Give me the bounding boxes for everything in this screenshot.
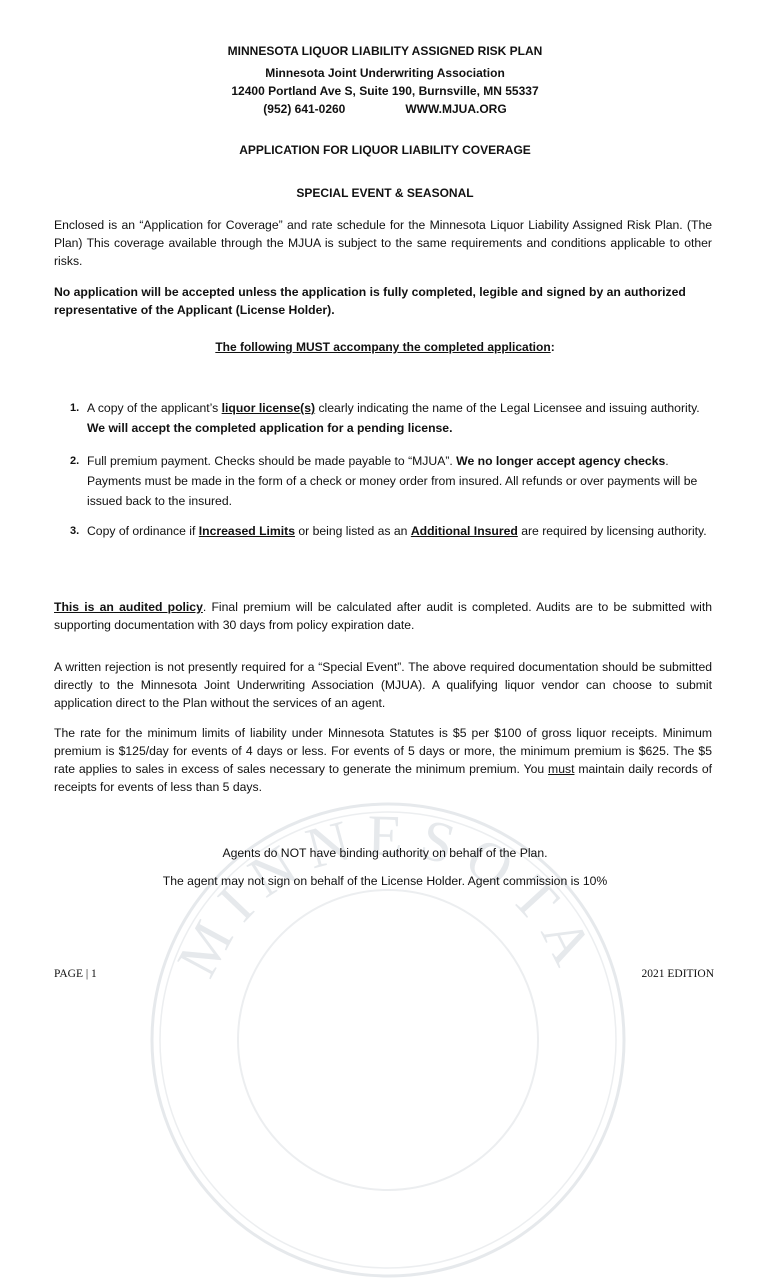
edition-label: 2021 EDITION (641, 968, 714, 980)
requirement-item-2 (70, 451, 710, 511)
requirement-number: 3. (70, 525, 80, 537)
requirement-text: Copy of ordinance if (87, 524, 199, 538)
phone-number: (952) 641-0260 (263, 102, 346, 116)
audit-paragraph (54, 598, 712, 634)
must-accompany-heading (0, 340, 770, 354)
requirement-text: . Payments must be made in the form of a check or money order from insured. All refunds or over payments will be issued back to the insured. (87, 454, 698, 508)
org-name: Minnesota Joint Underwriting Association (265, 66, 505, 80)
website-link[interactable]: WWW.MJUA.ORG (405, 102, 507, 116)
liquor-license-emphasis: liquor license(s) (221, 401, 316, 415)
heading-colon: : (550, 340, 555, 354)
plan-title: MINNESOTA LIQUOR LIABILITY ASSIGNED RISK PLAN (227, 44, 543, 58)
application-subtitle: SPECIAL EVENT & SEASONAL (296, 186, 474, 200)
svg-text:MINNESOTA: MINNESOTA (163, 802, 612, 988)
requirement-number: 1. (70, 402, 80, 414)
requirement-number: 2. (70, 455, 80, 467)
agent-sign-note: The agent may not sign on behalf of the License Holder. Agent commission is 10% (162, 874, 608, 888)
requirement-text: clearly indicating the name of the Legal Licensee and issuing authority. (315, 401, 700, 415)
warning-paragraph: No application will be accepted unless the application is fully completed, legible and signed by an authorized representative of the Applicant (License Holder). (54, 285, 686, 317)
audited-policy-emphasis: This is an audited policy (54, 600, 203, 614)
must-emphasis: must (548, 762, 575, 776)
requirement-text: or being listed as an (294, 524, 411, 538)
requirement-item-3 (70, 521, 710, 541)
pending-license-note: We will accept the completed application for a pending license. (87, 421, 453, 435)
org-address: 12400 Portland Ave S, Suite 190, Burnsville, MN 55337 (231, 84, 539, 98)
additional-insured-emphasis: Additional Insured (410, 524, 518, 538)
must-accompany-text: The following MUST accompany the completed application (215, 340, 551, 354)
requirement-text: are required by licensing authority. (517, 524, 707, 538)
intro-paragraph: Enclosed is an “Application for Coverage” and rate schedule for the Minnesota Liquor Liability Assigned Risk Plan. (The Plan) This coverage available through the MJUA is subject to the same requirements and conditions applicable to other risks. (54, 218, 712, 268)
requirement-text: Full premium payment. Checks should be made payable to “MJUA”. (87, 454, 457, 468)
seal-watermark (148, 800, 628, 1280)
audit-text: . Final premium will be calculated after audit is completed. Audits are to be submitted with supporting documentation with 30 days from policy expiration date. (54, 600, 712, 632)
rate-paragraph (54, 724, 712, 796)
requirement-text: A copy of the applicant’s (87, 401, 222, 415)
rate-text: The rate for the minimum limits of liability under Minnesota Statutes is $5 per $100 of gross liquor receipts. Minimum premium is $125/day for events of 4 days or less. For events of 5 days or more, the minimum premium is $625. The $5 rate applies to sales in excess of sales necessary to generate the minimum premium. You (54, 726, 712, 776)
rate-text: maintain daily records of receipts for events of less than 5 days. (54, 762, 712, 794)
contact-line (0, 102, 770, 116)
requirement-item-1 (70, 398, 710, 438)
increased-limits-emphasis: Increased Limits (198, 524, 295, 538)
page-number: PAGE | 1 (54, 968, 97, 980)
application-title: APPLICATION FOR LIQUOR LIABILITY COVERAGE (239, 143, 531, 157)
rejection-paragraph: A written rejection is not presently required for a “Special Event”. The above required documentation should be submitted directly to the Minnesota Joint Underwriting Association (MJUA). A qualifying liquor vendor can choose to submit application direct to the Plan without the services of an agent. (54, 660, 712, 710)
agents-binding-note: Agents do NOT have binding authority on behalf of the Plan. (222, 846, 548, 860)
agency-checks-note: We no longer accept agency checks (456, 454, 666, 468)
